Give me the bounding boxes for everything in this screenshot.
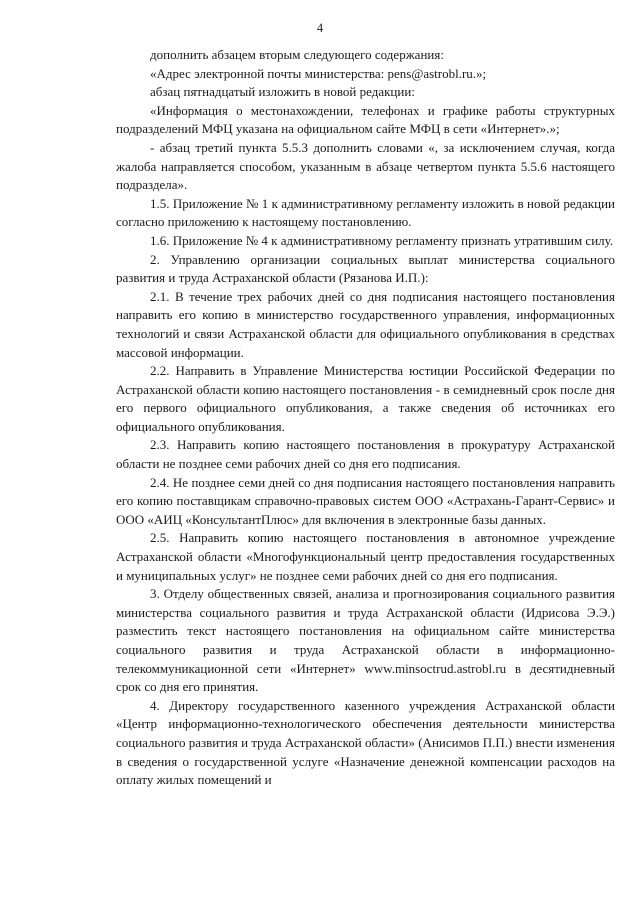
paragraph: 2. Управлению организации социальных выплат министерства социального развития и труда Астраханской области (Рязанова И.П.): [116,251,615,286]
paragraph: дополнить абзацем вторым следующего содержания: [150,47,444,62]
paragraph: 2.4. Не позднее семи дней со дня подписания настоящего постановления направить его копию поставщикам справочно-правовых систем ООО «Астрахань-Гарант-Сервис» и ООО «АИЦ «КонсультантПлюс» для включения в электронные базы данных. [116,474,615,527]
paragraph: 3. Отделу общественных связей, анализа и прогнозирования социального развития министерства социального развития и труда Астраханской области (Идрисова Э.Э.) разместить текст настоящего постановления на официальном сайте министерства социального развития и труда Астраханской области в информационно-телекоммуникационной сети «Интернет» www.minsoctrud.astrobl.ru в десятидневный срок со дня его принятия. [116,586,615,695]
paragraph: 1.6. Приложение № 4 к административному регламенту признать утратившим силу. [150,232,614,248]
paragraph: абзац пятнадцатый изложить в новой редакции: [150,84,415,100]
paragraph: 2.2. Направить в Управление Министерства юстиции Российской Федерации по Астраханской области копию настоящего постановления - в семидневный срок после дня его первого официального опубликования, а также сведения об источниках его официального опубликования. [116,363,615,434]
paragraph: 2.1. В течение трех рабочих дней со дня подписания настоящего постановления направить его копию в министерство государственного управления, информационных технологий и связи Астраханской области для официального опубликования в средствах массовой информации. [116,288,615,360]
document-body [116,46,615,790]
paragraph: 2.5. Направить копию настоящего постановления в автономное учреждение Астраханской области «Многофункциональный центр предоставления государственных и муниципальных услуг» не позднее семи рабочих дней со дня его подписания. [116,530,615,583]
paragraph: 2.3. Направить копию настоящего постановления в прокуратуру Астраханской области не позднее семи рабочих дней со дня его подписания. [116,437,615,472]
paragraph: «Информация о местонахождении, телефонах и графике работы структурных подразделений МФЦ указана на официальном сайте МФЦ в сети «Интернет».»; [116,102,615,137]
paragraph: 4. Директору государственного казенного учреждения Астраханской области «Центр информационно-технологического обеспечения деятельности министерства социального развития и труда Астраханской области» (Анисимов П.П.) внести изменения в сведения о государственной услуге «Назначение денежной компенсации расходов на оплату жилых помещений и [116,697,615,788]
page-number: 4 [316,21,324,35]
paragraph: 1.5. Приложение № 1 к административному регламенту изложить в новой редакции согласно приложению к настоящему постановлению. [116,195,615,230]
paragraph: «Адрес электронной почты министерства: pens@astrobl.ru.»; [150,65,487,81]
paragraph: - абзац третий пункта 5.5.3 дополнить словами «, за исключением случая, когда жалоба направляется способом, указанным в абзаце четвертом пункта 5.5.6 настоящего подраздела». [116,139,615,193]
